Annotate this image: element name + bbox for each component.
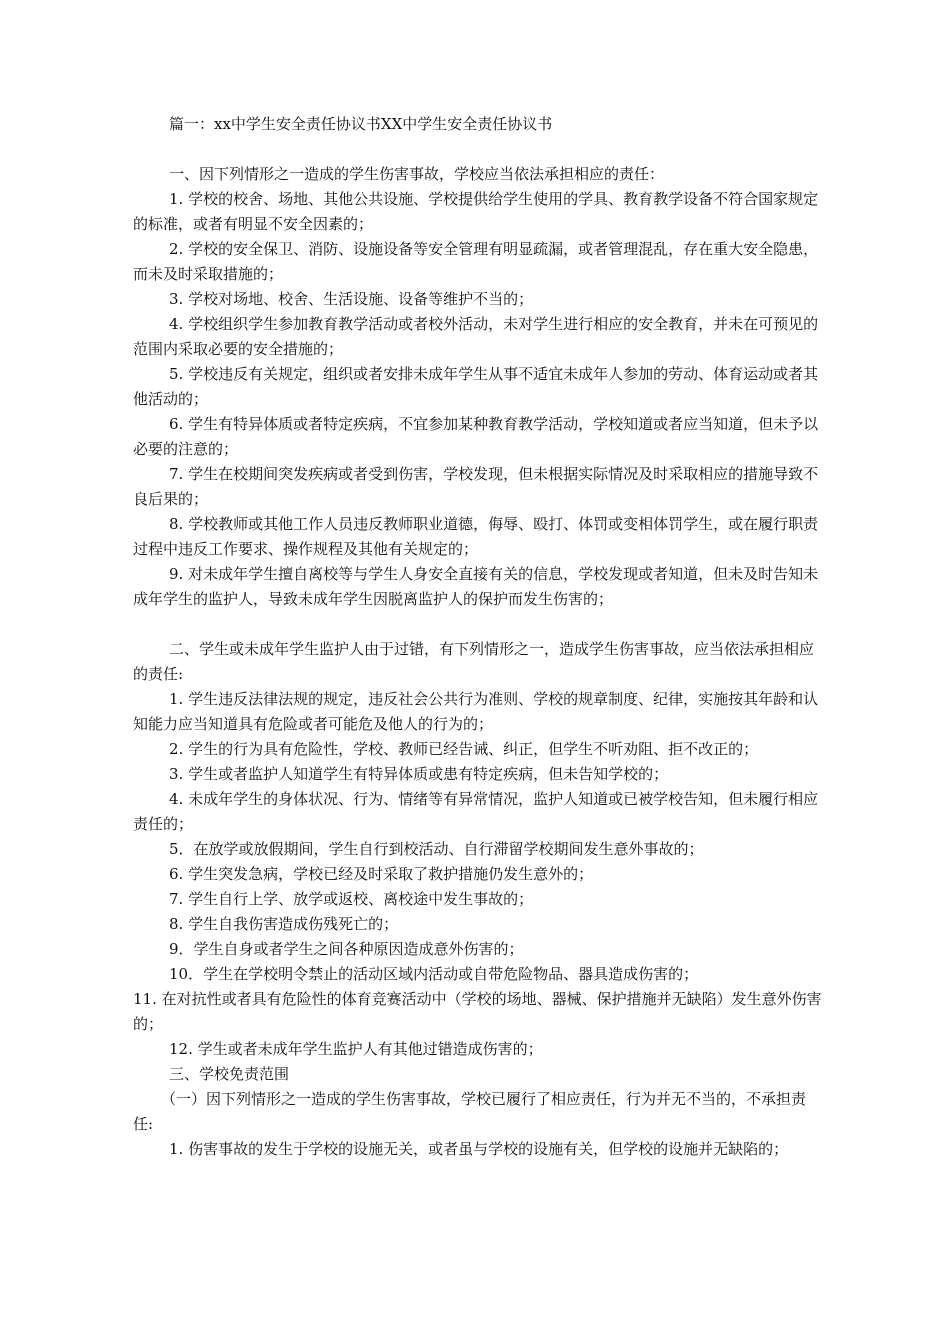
section1-heading: 一、因下列情形之一造成的学生伤害事故，学校应当依法承担相应的责任：	[169, 165, 665, 183]
section1-item-4: 4. 学校组织学生参加教育教学活动或者校外活动，未对学生进行相应的安全教育，并未在可预见的范围内采取必要的安全措施的；	[133, 315, 819, 358]
section3-heading: 三、学校免责范围	[169, 1065, 290, 1083]
section1-item-8: 8. 学校教师或其他工作人员违反教师职业道德，侮辱、殴打、体罚或变相体罚学生，或在履行职责过程中违反工作要求、操作规程及其他有关规定的；	[133, 515, 819, 558]
section3-item-1: 1. 伤害事故的发生于学校的设施无关，或者虽与学校的设施有关，但学校的设施并无缺陷的；	[169, 1140, 789, 1158]
section2-item-3: 3. 学生或者监护人知道学生有特异体质或患有特定疾病，但未告知学校的；	[169, 765, 669, 783]
section1-item-5: 5. 学校违反有关规定，组织或者安排未成年学生从事不适宜未成年人参加的劳动、体育运动或者其他活动的；	[133, 365, 819, 408]
section3-subsection-1: （一）因下列情形之一造成的学生伤害事故，学校已履行了相应责任，行为并无不当的，不承担责任:	[133, 1090, 807, 1133]
section2-item-7: 7. 学生自行上学、放学或返校、离校途中发生事故的；	[169, 890, 534, 908]
section1-item-2: 2. 学校的安全保卫、消防、设施设备等安全管理有明显疏漏，或者管理混乱，存在重大安全隐患，而未及时采取措施的；	[133, 240, 819, 283]
document-title: 篇一：xx中学生安全责任协议书XX中学生安全责任协议书	[169, 115, 553, 133]
section1-item-9: 9. 对未成年学生擅自离校等与学生人身安全直接有关的信息，学校发现或者知道，但未及时告知未成年学生的监护人，导致未成年学生因脱离监护人的保护而发生伤害的；	[133, 565, 819, 608]
section1-item-3: 3. 学校对场地、校舍、生活设施、设备等维护不当的；	[169, 290, 534, 308]
document-body	[133, 112, 823, 1162]
section2-item-10: 10．学生在学校明令禁止的活动区域内活动或自带危险物品、器具造成伤害的；	[169, 965, 699, 983]
section1-item-7: 7. 学生在校期间突发疾病或者受到伤害，学校发现，但未根据实际情况及时采取相应的措施导致不良后果的；	[133, 465, 819, 508]
section2-item-2: 2. 学生的行为具有危险性，学校、教师已经告诫、纠正，但学生不听劝阻、拒不改正的；	[169, 740, 759, 758]
section2-item-8: 8. 学生自我伤害造成伤残死亡的；	[169, 915, 399, 933]
section2-item-4: 4. 未成年学生的身体状况、行为、情绪等有异常情况，监护人知道或已被学校告知，但未履行相应责任的；	[133, 790, 819, 833]
section2-item-6: 6. 学生突发急病，学校已经及时采取了救护措施仍发生意外的；	[169, 865, 594, 883]
section2-item-5: 5．在放学或放假期间，学生自行到校活动、自行滞留学校期间发生意外事故的；	[169, 840, 704, 858]
section2-item-1: 1. 学生违反法律法规的规定，违反社会公共行为准则、学校的规章制度、纪律，实施按其年龄和认知能力应当知道具有危险或者可能危及他人的行为的；	[133, 690, 819, 733]
section2-item-11: 11. 在对抗性或者具有危险性的体育竞赛活动中（学校的场地、器械、保护措施并无缺陷）发生意外伤害的；	[133, 990, 822, 1033]
section2-item-12: 12. 学生或者未成年学生监护人有其他过错造成伤害的；	[169, 1040, 543, 1058]
section2-item-9: 9．学生自身或者学生之间各种原因造成意外伤害的；	[169, 940, 524, 958]
section1-item-6: 6. 学生有特异体质或者特定疾病，不宜参加某种教育教学活动，学校知道或者应当知道，但未予以必要的注意的；	[133, 415, 819, 458]
section-spacer	[133, 612, 823, 637]
section2-heading: 二、学生或未成年学生监护人由于过错，有下列情形之一，造成学生伤害事故，应当依法承担相应的责任:	[133, 640, 815, 683]
section1-item-1: 1. 学校的校舍、场地、其他公共设施、学校提供给学生使用的学具、教育教学设备不符合国家规定的标准，或者有明显不安全因素的；	[133, 190, 819, 233]
